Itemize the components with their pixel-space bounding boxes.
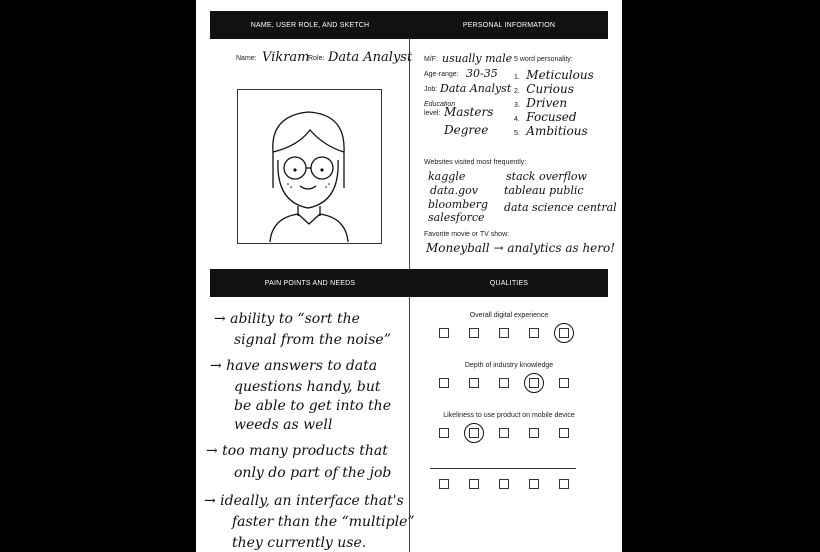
education-value-1: Masters bbox=[444, 105, 494, 119]
rating-checkbox[interactable] bbox=[559, 378, 569, 388]
rating-checkbox[interactable] bbox=[439, 328, 449, 338]
website-item: data.gov bbox=[430, 184, 478, 197]
personality-item: 4. Focused bbox=[514, 110, 577, 124]
pain-point-line: → too many products that bbox=[206, 443, 388, 459]
website-item: stack overflow bbox=[506, 170, 587, 183]
website-item: data science central bbox=[504, 201, 617, 214]
rating-selected-mark bbox=[524, 373, 544, 393]
rating-checkbox[interactable] bbox=[529, 328, 539, 338]
mf-label: M/F: bbox=[424, 56, 438, 63]
age-label: Age-range: bbox=[424, 71, 459, 78]
pain-point-line: weeds as well bbox=[234, 417, 333, 433]
job-value: Data Analyst bbox=[440, 82, 512, 95]
mf-value: usually male bbox=[442, 52, 513, 65]
header-name-role: NAME, USER ROLE, AND SKETCH bbox=[210, 11, 410, 39]
divider-top bbox=[409, 39, 410, 269]
pain-point-line: questions handy, but bbox=[234, 379, 381, 395]
pain-point-line: → ability to “sort the bbox=[214, 311, 360, 327]
movie-value: Moneyball → analytics as hero! bbox=[426, 241, 616, 255]
personality-item: 2. Curious bbox=[514, 82, 574, 96]
website-item: salesforce bbox=[428, 211, 485, 224]
personality-item: 3. Driven bbox=[514, 96, 568, 110]
rating-checkbox[interactable] bbox=[469, 328, 479, 338]
role-label: Role: bbox=[308, 55, 325, 62]
job-label: Job: bbox=[424, 86, 438, 93]
rating-checkbox[interactable] bbox=[529, 428, 539, 438]
rating-checkbox[interactable] bbox=[439, 428, 449, 438]
rating-checkbox[interactable] bbox=[469, 378, 479, 388]
rating-checkbox[interactable] bbox=[559, 479, 569, 489]
pain-point-line: → ideally, an interface that's bbox=[204, 493, 404, 509]
rating-checkbox[interactable] bbox=[529, 479, 539, 489]
rating-checkbox[interactable] bbox=[499, 328, 509, 338]
header-personal-info: PERSONAL INFORMATION bbox=[410, 11, 608, 39]
pain-point-line: only do part of the job bbox=[234, 465, 392, 481]
personality-item: 5. Ambitious bbox=[514, 124, 588, 138]
pain-point-line: they currently use. bbox=[232, 535, 367, 551]
website-item: tableau public bbox=[504, 184, 584, 197]
header-qualities: QUALITIES bbox=[410, 269, 608, 297]
pain-point-line: faster than the “multiple” bbox=[232, 514, 415, 530]
rating-checkbox[interactable] bbox=[469, 479, 479, 489]
rating-checkbox[interactable] bbox=[439, 479, 449, 489]
age-value: 30-35 bbox=[466, 67, 498, 80]
role-value: Data Analyst bbox=[328, 50, 413, 65]
persona-sheet bbox=[196, 0, 622, 552]
persona-sketch bbox=[238, 90, 381, 243]
personality-label: 5 word personality: bbox=[514, 56, 573, 63]
rating-checkbox[interactable] bbox=[499, 479, 509, 489]
rating-checkbox[interactable] bbox=[499, 378, 509, 388]
personality-item: 1. Meticulous bbox=[514, 68, 594, 82]
websites-label: Websites visited most frequently: bbox=[424, 159, 527, 166]
pain-point-line: signal from the noise” bbox=[234, 332, 391, 348]
quality-label: Overall digital experience bbox=[469, 312, 549, 319]
education-label-2: level: bbox=[424, 110, 441, 117]
website-item: kaggle bbox=[428, 170, 466, 183]
quality-label: Depth of industry knowledge bbox=[464, 362, 554, 369]
pain-point-line: be able to get into the bbox=[234, 398, 391, 414]
rating-checkbox[interactable] bbox=[499, 428, 509, 438]
name-value: Vikram bbox=[262, 50, 310, 65]
sketch-frame bbox=[237, 89, 382, 244]
header-pain-points: PAIN POINTS AND NEEDS bbox=[210, 269, 410, 297]
rating-selected-mark bbox=[464, 423, 484, 443]
movie-label: Favorite movie or TV show: bbox=[424, 231, 510, 238]
rating-checkbox[interactable] bbox=[439, 378, 449, 388]
rating-checkbox[interactable] bbox=[559, 428, 569, 438]
quality-label: Likeliness to use product on mobile device bbox=[443, 412, 575, 419]
name-label: Name: bbox=[236, 55, 257, 62]
website-item: bloomberg bbox=[428, 198, 489, 211]
pain-point-line: → have answers to data bbox=[210, 358, 378, 374]
qualities-divider-line bbox=[430, 468, 576, 469]
education-value-2: Degree bbox=[444, 123, 489, 137]
education-label-1: Education bbox=[424, 101, 456, 108]
rating-selected-mark bbox=[554, 323, 574, 343]
